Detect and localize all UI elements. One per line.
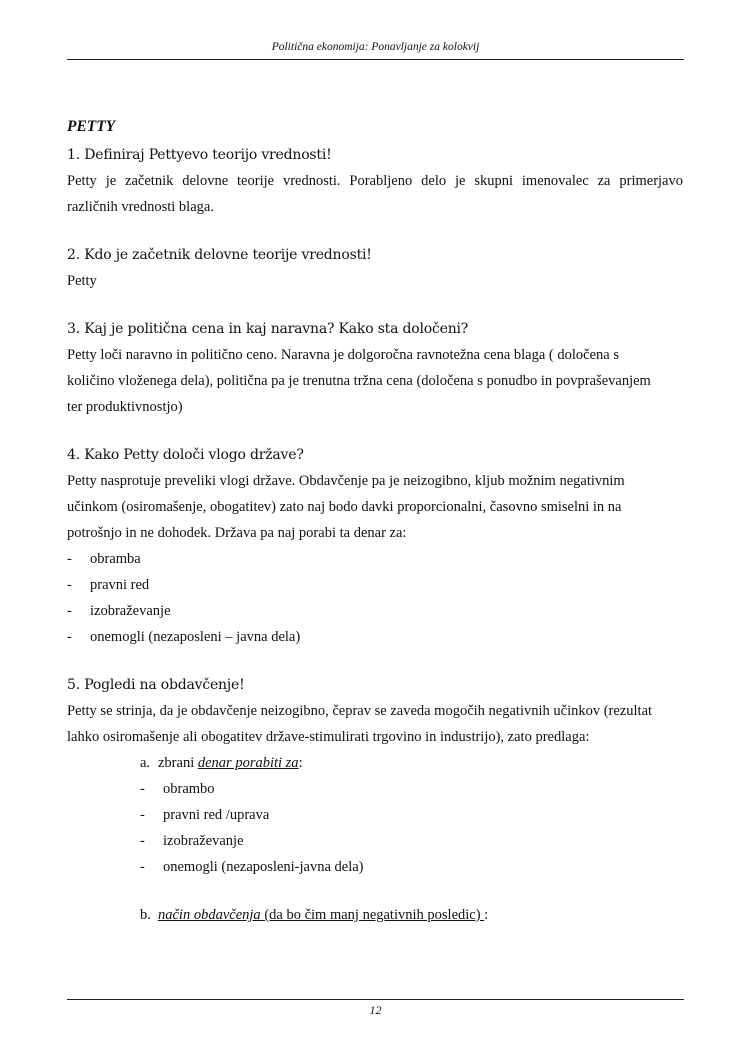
section-title: PETTY <box>67 118 116 135</box>
answer-3-line-2: količino vloženega dela), politična pa je trenutna tržna cena (določena s ponudbo in povpraševanjem <box>67 373 651 389</box>
page-number: 12 <box>369 1003 382 1017</box>
spacer <box>67 650 683 672</box>
question-2: 2. Kdo je začetnik delovne teorije vrednosti! <box>67 247 372 263</box>
answer-3-line-3: ter produktivnostjo) <box>67 399 183 415</box>
question-4: 4. Kako Petty določi vlogo države? <box>67 447 304 463</box>
answer-4-line-1: Petty nasprotuje preveliki vlogi države. Obdavčenje pa je neizogibno, kljub možnim negativnim <box>67 473 625 489</box>
answer-3-line-1: Petty loči naravno in politično ceno. Naravna je dolgoročna ravnotežna cena blaga ( določena s <box>67 347 619 363</box>
spacer <box>67 880 683 902</box>
state-spending-list <box>67 546 683 650</box>
sub-item-a-label: a. <box>140 755 151 771</box>
answer-5-line-1: Petty se strinja, da je obdavčenje neizogibno, čeprav se zaveda mogočih negativnih učinkov (rezultat <box>67 703 653 719</box>
answer-1-line-2: različnih vrednosti blaga. <box>67 199 214 215</box>
spacer <box>67 294 683 316</box>
list-item: - izobraževanje <box>140 828 683 854</box>
spacer <box>67 420 683 442</box>
list-item: - onemogli (nezaposleni-javna dela) <box>140 854 683 880</box>
running-header: Politična ekonomija: Ponavljanje za kolokvij <box>271 41 480 53</box>
sub-item-b-label: b. <box>140 907 151 923</box>
sub-item-a-suffix: : <box>298 755 303 771</box>
sub-item-b-underlined: (da bo čim manj negativnih posledic) <box>260 907 485 923</box>
question-5: 5. Pogledi na obdavčenje! <box>67 677 245 693</box>
sub-item-a-prefix: zbrani <box>158 755 198 771</box>
sub-item-b-suffix: : <box>484 907 489 923</box>
list-item: - izobraževanje <box>67 598 683 624</box>
list-item: - obramba <box>67 546 683 572</box>
sub-item-a <box>67 750 683 776</box>
sub-item-a-underlined: denar porabiti za <box>197 755 299 771</box>
spacer <box>67 220 683 242</box>
question-3: 3. Kaj je politična cena in kaj naravna? Kako sta določeni? <box>67 321 469 337</box>
list-item: - onemogli (nezaposleni – javna dela) <box>67 624 683 650</box>
answer-4-line-2: učinkom (osiromašenje, obogatitev) zato naj bodo davki proporcionalni, časovno smiselni in na <box>67 499 622 515</box>
sub-item-b-italic-underlined: način obdavčenja <box>158 907 261 923</box>
answer-4-line-3: potrošnjo in ne dohodek. Država pa naj porabi ta denar za: <box>67 525 407 541</box>
list-item: - pravni red /uprava <box>140 802 683 828</box>
question-1: 1. Definiraj Pettyevo teorijo vrednosti! <box>67 147 332 163</box>
answer-1-line-1: Petty je začetnik delovne teorije vrednosti. Porabljeno delo je skupni imenovalec za primerjavo <box>67 173 683 189</box>
footer-rule <box>67 999 684 1000</box>
header-rule <box>67 59 684 60</box>
tax-spending-list <box>67 776 683 880</box>
answer-2: Petty <box>67 273 97 289</box>
sub-item-b <box>67 902 683 928</box>
page-body <box>67 116 683 928</box>
list-item: - pravni red <box>67 572 683 598</box>
list-item: - obrambo <box>140 776 683 802</box>
answer-5-line-2: lahko osiromašenje ali obogatitev države-stimulirati trgovino in industrijo), zato predlaga: <box>67 729 590 745</box>
